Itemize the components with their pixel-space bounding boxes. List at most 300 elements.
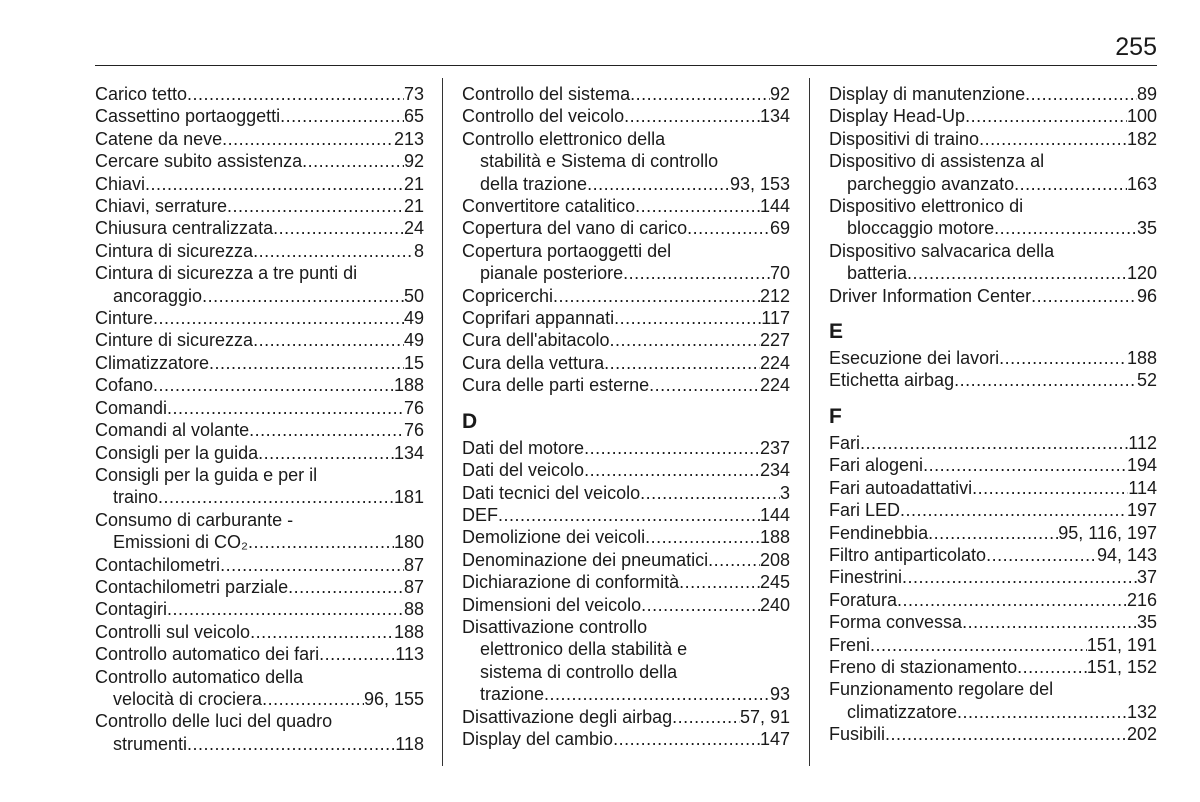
entry-term: Dati del veicolo — [462, 460, 585, 481]
index-entry — [95, 576, 424, 598]
index-column-2 — [462, 83, 790, 750]
entry-term: Forma convessa — [829, 612, 963, 633]
index-entry — [95, 464, 424, 509]
entry-term: Filtro antiparticolato — [829, 544, 987, 565]
entry-term: Carico tetto — [95, 84, 188, 104]
entry-term: Controllo elettronico della — [462, 128, 666, 149]
entry-page-ref: 93 — [769, 684, 790, 705]
entry-term: Cintura di sicurezza — [95, 240, 254, 261]
section-letter: E — [829, 320, 844, 344]
index-entry — [95, 262, 424, 307]
entry-term: Fari — [829, 432, 860, 453]
dot-leader — [544, 683, 770, 705]
index-entry — [95, 710, 424, 755]
entry-term: Consumo di carburante - — [95, 509, 294, 530]
entry-term: Copertura del vano di carico — [462, 218, 688, 239]
entry-page-ref: 93, 153 — [729, 173, 790, 194]
section-letter: F — [829, 404, 842, 428]
entry-term: Chiavi — [95, 173, 146, 194]
index-entry — [462, 616, 790, 706]
entry-term: Disattivazione controllo — [462, 616, 648, 637]
dot-leader — [641, 594, 760, 616]
entry-term: traino — [113, 487, 159, 508]
index-entry — [95, 374, 424, 396]
dot-leader — [280, 105, 404, 127]
entry-term: Fendinebbia — [829, 522, 929, 543]
entry-page-ref: 65 — [403, 106, 424, 127]
index-entry — [462, 594, 790, 616]
entry-page-ref: 113 — [395, 644, 424, 665]
entry-term: Consigli per la guida e per il — [95, 464, 318, 485]
dot-leader — [994, 217, 1137, 239]
dot-leader — [645, 526, 760, 548]
entry-page-ref: 151, 152 — [1086, 656, 1157, 677]
entry-page-ref: 197 — [1126, 500, 1157, 521]
entry-page-ref: 147 — [759, 728, 790, 749]
entry-term: Dispositivi di traino — [829, 128, 980, 149]
index-entry — [829, 566, 1157, 588]
dot-leader — [153, 374, 394, 396]
entry-term: trazione — [480, 684, 545, 705]
entry-term: Cinture di sicurezza — [95, 330, 254, 351]
index-entry — [829, 723, 1157, 745]
dot-leader — [1025, 83, 1137, 105]
entry-term: Display del cambio — [462, 728, 614, 749]
entry-term: Convertitore catalitico — [462, 196, 636, 217]
entry-term: Dichiarazione di conformità — [462, 572, 680, 593]
dot-leader — [972, 477, 1128, 499]
index-entry — [462, 374, 790, 396]
entry-page-ref: 112 — [1128, 432, 1157, 453]
index-entry — [462, 437, 790, 459]
index-entry — [95, 173, 424, 195]
dot-leader — [614, 307, 761, 329]
dot-leader — [258, 442, 394, 464]
index-entry — [462, 240, 790, 285]
entry-page-ref: 24 — [403, 218, 424, 239]
entry-page-ref: 188 — [759, 527, 790, 548]
index-entry — [95, 419, 424, 441]
dot-leader — [220, 554, 404, 576]
dot-leader — [885, 723, 1127, 745]
index-entry — [829, 240, 1157, 285]
entry-term: Cofano — [95, 375, 154, 396]
dot-leader — [587, 173, 730, 195]
entry-page-ref: 87 — [403, 576, 424, 597]
entry-term: Demolizione dei veicoli — [462, 527, 646, 548]
index-entry — [95, 240, 424, 262]
entry-page-ref: 117 — [761, 308, 790, 329]
entry-term: Comandi al volante — [95, 420, 250, 441]
entry-term: Comandi — [95, 397, 168, 418]
dot-leader — [954, 369, 1137, 391]
dot-leader — [1014, 173, 1127, 195]
entry-page-ref: 88 — [403, 599, 424, 620]
dot-leader — [679, 571, 760, 593]
entry-term: Climatizzatore — [95, 352, 210, 373]
column-divider — [809, 78, 810, 766]
entry-page-ref: 87 — [403, 554, 424, 575]
dot-leader — [928, 522, 1058, 544]
dot-leader — [870, 634, 1087, 656]
index-entry — [95, 329, 424, 351]
index-entry — [462, 504, 790, 526]
index-entry — [95, 150, 424, 172]
entry-term: Cura delle parti esterne — [462, 375, 650, 396]
dot-leader — [610, 329, 760, 351]
dot-leader — [584, 437, 760, 459]
dot-leader — [649, 374, 760, 396]
entry-term: Freni — [829, 634, 871, 655]
entry-page-ref: 227 — [759, 330, 790, 351]
entry-term: Contachilometri parziale — [95, 576, 289, 597]
index-entry — [829, 544, 1157, 566]
entry-page-ref: 245 — [759, 572, 790, 593]
entry-term: Freno di stazionamento — [829, 656, 1018, 677]
entry-page-ref: 144 — [759, 504, 790, 525]
entry-page-ref: 35 — [1136, 218, 1157, 239]
index-column-1 — [95, 83, 424, 755]
index-entry — [829, 477, 1157, 499]
entry-page-ref: 92 — [403, 151, 424, 172]
entry-term: Cinture — [95, 308, 154, 329]
entry-term: batteria — [847, 263, 908, 284]
dot-leader — [1017, 656, 1087, 678]
entry-page-ref: 8 — [413, 240, 424, 261]
entry-page-ref: 212 — [759, 285, 790, 306]
entry-term: Copertura portaoggetti del — [462, 240, 672, 261]
entry-term: velocità di crociera — [113, 688, 263, 709]
dot-leader — [248, 531, 394, 553]
entry-page-ref: 216 — [1126, 589, 1157, 610]
entry-term: Denominazione dei pneumatici — [462, 549, 709, 570]
entry-page-ref: 134 — [393, 442, 424, 463]
index-entry — [829, 522, 1157, 544]
index-entry — [462, 83, 790, 105]
dot-leader — [902, 566, 1137, 588]
entry-term: Copricerchi — [462, 285, 554, 306]
dot-leader — [999, 347, 1127, 369]
index-entry — [462, 285, 790, 307]
index-entry — [95, 307, 424, 329]
entry-term: Cura della vettura — [462, 352, 605, 373]
entry-term: Controllo automatico dei fari — [95, 644, 320, 665]
entry-term: Dati tecnici del veicolo — [462, 482, 641, 503]
entry-page-ref: 21 — [403, 196, 424, 217]
entry-page-ref: 3 — [779, 482, 790, 503]
entry-term: Cintura di sicurezza a tre punti di — [95, 263, 358, 284]
index-entry — [462, 195, 790, 217]
index-entry — [462, 307, 790, 329]
index-entry — [462, 105, 790, 127]
dot-leader — [604, 352, 760, 374]
dot-leader — [965, 105, 1127, 127]
dot-leader — [202, 285, 404, 307]
entry-page-ref: 224 — [759, 352, 790, 373]
index-entry — [95, 643, 424, 665]
index-entry — [95, 666, 424, 711]
entry-term: Controllo automatico della — [95, 666, 304, 687]
index-entry — [829, 656, 1157, 678]
dot-leader — [288, 576, 404, 598]
entry-term: pianale posteriore — [480, 263, 624, 284]
entry-term: Cercare subito assistenza — [95, 151, 303, 172]
entry-page-ref: 96, 155 — [363, 688, 424, 709]
entry-term: Catene da neve — [95, 128, 223, 149]
dot-leader — [187, 733, 395, 755]
dot-leader — [687, 217, 770, 239]
entry-term: Funzionamento regolare del — [829, 679, 1054, 700]
index-entry — [829, 285, 1157, 307]
entry-page-ref: 114 — [1128, 477, 1157, 498]
entry-page-ref: 118 — [395, 733, 424, 754]
index-entry — [462, 217, 790, 239]
dot-leader — [167, 397, 404, 419]
index-entry — [829, 678, 1157, 723]
entry-term: Cassettino portaoggetti — [95, 106, 281, 127]
index-entry — [462, 728, 790, 750]
index-entry — [462, 549, 790, 571]
index-entry — [95, 128, 424, 150]
dot-leader — [640, 482, 780, 504]
index-entry — [829, 432, 1157, 454]
entry-page-ref: 89 — [1136, 84, 1157, 104]
entry-term: Fari LED — [829, 500, 901, 521]
page-number: 255 — [1115, 33, 1157, 61]
index-entry — [829, 611, 1157, 633]
entry-term: climatizzatore — [847, 701, 958, 722]
entry-term: Consigli per la guida — [95, 442, 259, 463]
dot-leader — [986, 544, 1097, 566]
dot-leader — [227, 195, 404, 217]
entry-term: Dati del motore — [462, 437, 585, 458]
entry-term: Driver Information Center — [829, 285, 1032, 306]
entry-page-ref: 52 — [1136, 370, 1157, 391]
entry-page-ref: 100 — [1126, 106, 1157, 127]
entry-term: Esecuzione dei lavori — [829, 348, 1000, 369]
dot-leader — [900, 499, 1127, 521]
entry-term: Etichetta airbag — [829, 370, 955, 391]
index-entry — [462, 459, 790, 481]
entry-page-ref: 50 — [403, 285, 424, 306]
entry-term: Finestrini — [829, 567, 903, 588]
index-entry — [462, 352, 790, 374]
dot-leader — [250, 621, 394, 643]
dot-leader — [167, 598, 404, 620]
entry-term: Disattivazione degli airbag — [462, 706, 673, 727]
entry-term: Foratura — [829, 589, 898, 610]
entry-page-ref: 35 — [1136, 612, 1157, 633]
entry-term: Controllo del veicolo — [462, 106, 625, 127]
entry-page-ref: 76 — [403, 420, 424, 441]
entry-term: DEF — [462, 504, 498, 525]
dot-leader — [319, 643, 395, 665]
entry-page-ref: 94, 143 — [1096, 544, 1157, 565]
dot-leader — [635, 195, 760, 217]
entry-term: Contagiri — [95, 599, 168, 620]
entry-term: parcheggio avanzato — [847, 173, 1015, 194]
entry-page-ref: 96 — [1136, 285, 1157, 306]
entry-page-ref: 224 — [759, 375, 790, 396]
dot-leader — [273, 217, 404, 239]
entry-page-ref: 134 — [759, 106, 790, 127]
entry-page-ref: 73 — [403, 84, 424, 104]
entry-term: Controlli sul veicolo — [95, 621, 251, 642]
dot-leader — [979, 128, 1127, 150]
dot-leader — [624, 105, 760, 127]
entry-page-ref: 202 — [1126, 724, 1157, 745]
index-entry — [829, 128, 1157, 150]
index-entry — [829, 589, 1157, 611]
dot-leader — [630, 83, 770, 105]
dot-leader — [897, 589, 1127, 611]
entry-term: Dispositivo di assistenza al — [829, 151, 1045, 172]
entry-term: Fari autoadattativi — [829, 477, 973, 498]
entry-term: Controllo del sistema — [462, 84, 631, 104]
dot-leader — [672, 706, 740, 728]
entry-term: Emissioni di CO₂ — [113, 532, 249, 553]
index-entry — [95, 598, 424, 620]
dot-leader — [957, 701, 1127, 723]
entry-term: Chiavi, serrature — [95, 196, 228, 217]
dot-leader — [907, 262, 1127, 284]
index-entry — [462, 329, 790, 351]
entry-term: della trazione — [480, 173, 588, 194]
entry-page-ref: 144 — [759, 196, 790, 217]
index-entry — [95, 442, 424, 464]
entry-page-ref: 21 — [403, 173, 424, 194]
entry-page-ref: 37 — [1136, 567, 1157, 588]
index-entry — [829, 369, 1157, 391]
entry-term: Contachilometri — [95, 554, 221, 575]
entry-term: Cura dell'abitacolo — [462, 330, 610, 351]
index-entry — [829, 83, 1157, 105]
index-entry — [95, 621, 424, 643]
dot-leader — [860, 432, 1128, 454]
entry-page-ref: 95, 116, 197 — [1058, 522, 1157, 543]
column-divider — [442, 78, 443, 766]
entry-page-ref: 49 — [403, 308, 424, 329]
entry-page-ref: 76 — [403, 397, 424, 418]
index-entry — [829, 150, 1157, 195]
entry-page-ref: 120 — [1126, 263, 1157, 284]
dot-leader — [553, 285, 760, 307]
entry-page-ref: 181 — [393, 487, 424, 508]
dot-leader — [145, 173, 404, 195]
entry-page-ref: 70 — [769, 263, 790, 284]
dot-leader — [923, 454, 1127, 476]
entry-page-ref: 92 — [769, 84, 790, 104]
entry-page-ref: 49 — [403, 330, 424, 351]
entry-page-ref: 57, 91 — [739, 706, 790, 727]
entry-term: Dimensioni del veicolo — [462, 594, 642, 615]
dot-leader — [253, 240, 414, 262]
entry-page-ref: 188 — [1126, 348, 1157, 369]
entry-term: Controllo delle luci del quadro — [95, 711, 333, 732]
entry-page-ref: 194 — [1126, 455, 1157, 476]
dot-leader — [187, 83, 404, 105]
index-entry — [829, 347, 1157, 369]
entry-term: Fari alogeni — [829, 455, 924, 476]
entry-page-ref: 234 — [759, 460, 790, 481]
entry-page-ref: 208 — [759, 549, 790, 570]
index-entry — [95, 217, 424, 239]
dot-leader — [209, 352, 404, 374]
entry-page-ref: 15 — [403, 352, 424, 373]
header-rule — [95, 65, 1157, 66]
index-entry — [829, 454, 1157, 476]
entry-page-ref: 240 — [759, 594, 790, 615]
dot-leader — [1031, 285, 1137, 307]
entry-term: Display Head-Up — [829, 106, 966, 127]
entry-term: sistema di controllo della — [480, 661, 678, 682]
dot-leader — [613, 728, 760, 750]
dot-leader — [253, 329, 404, 351]
index-entry — [95, 554, 424, 576]
index-entry — [462, 706, 790, 728]
index-entry — [462, 571, 790, 593]
entry-page-ref: 182 — [1126, 128, 1157, 149]
entry-term: Dispositivo salvacarica della — [829, 240, 1055, 261]
index-entry — [95, 397, 424, 419]
dot-leader — [962, 611, 1137, 633]
entry-term: Coprifari appannati — [462, 308, 615, 329]
entry-page-ref: 237 — [759, 437, 790, 458]
index-entry — [829, 105, 1157, 127]
dot-leader — [584, 459, 760, 481]
index-entry — [462, 482, 790, 504]
entry-page-ref: 163 — [1126, 173, 1157, 194]
index-entry — [829, 499, 1157, 521]
entry-term: Dispositivo elettronico di — [829, 196, 1024, 217]
index-column-3 — [829, 83, 1157, 746]
entry-page-ref: 213 — [393, 128, 424, 149]
dot-leader — [262, 688, 364, 710]
entry-page-ref: 188 — [393, 621, 424, 642]
index-entry — [829, 195, 1157, 240]
index-entry — [462, 526, 790, 548]
index-entry — [95, 105, 424, 127]
dot-leader — [708, 549, 760, 571]
dot-leader — [249, 419, 404, 441]
entry-page-ref: 180 — [393, 532, 424, 553]
index-entry — [462, 128, 790, 195]
entry-term: elettronico della stabilità e — [480, 639, 688, 660]
entry-page-ref: 132 — [1126, 701, 1157, 722]
entry-term: ancoraggio — [113, 285, 203, 306]
entry-page-ref: 151, 191 — [1086, 634, 1157, 655]
index-entry — [95, 195, 424, 217]
dot-leader — [623, 262, 770, 284]
entry-term: Fusibili — [829, 724, 886, 745]
entry-term: Chiusura centralizzata — [95, 218, 274, 239]
index-entry — [95, 352, 424, 374]
section-letter: D — [462, 409, 478, 433]
index-entry — [95, 83, 424, 105]
dot-leader — [222, 128, 394, 150]
dot-leader — [153, 307, 404, 329]
index-entry — [829, 634, 1157, 656]
entry-term: Display di manutenzione — [829, 84, 1026, 104]
dot-leader — [498, 504, 760, 526]
entry-term: bloccaggio motore — [847, 218, 995, 239]
entry-term: strumenti — [113, 733, 188, 754]
entry-term: stabilità e Sistema di controllo — [480, 151, 719, 172]
entry-page-ref: 188 — [393, 375, 424, 396]
entry-page-ref: 69 — [769, 218, 790, 239]
dot-leader — [158, 486, 394, 508]
dot-leader — [302, 150, 404, 172]
